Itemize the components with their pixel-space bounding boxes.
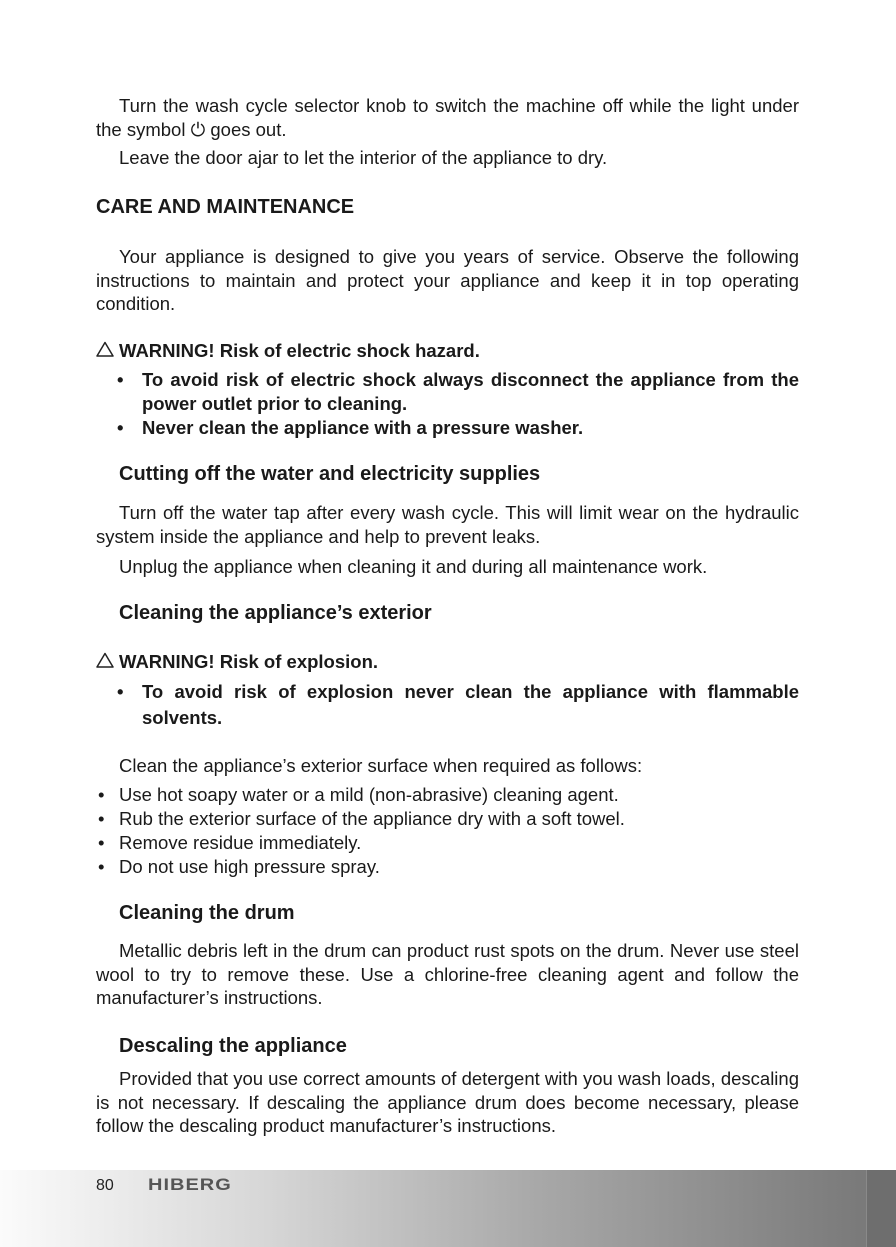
paragraph: Unplug the appliance when cleaning it and during all maintenance work.	[119, 556, 708, 577]
warning-icon	[96, 650, 114, 674]
subsection-title: Descaling the appliance	[119, 1035, 347, 1057]
page-number: 80	[96, 1177, 114, 1194]
warning-icon	[96, 339, 114, 363]
brand-logo: HIBERG	[148, 1175, 232, 1195]
list-item: • Rub the exterior surface of the appliance dry with a soft towel.	[96, 807, 799, 831]
power-icon: ⏻	[190, 118, 206, 140]
list-item: • Remove residue immediately.	[96, 831, 799, 855]
list-item: • Never clean the appliance with a pressure washer.	[96, 416, 799, 440]
paragraph: Clean the appliance’s exterior surface when required as follows:	[119, 755, 643, 776]
list-item: • Use hot soapy water or a mild (non-abrasive) cleaning agent.	[96, 783, 799, 807]
warning-text: WARNING! Risk of electric shock hazard.	[119, 340, 480, 361]
intro-p1	[96, 94, 799, 141]
footer-band	[866, 1170, 896, 1247]
subsection-title: Cleaning the drum	[119, 902, 295, 924]
text: goes out.	[205, 118, 287, 140]
subsection-title: Cleaning the appliance’s exterior	[119, 602, 432, 624]
paragraph: Metallic debris left in the drum can product rust spots on the drum. Never use steel wool to try to remove these. Use a chlorine-free cleaning agent and follow the manufacturer’s instructions.	[96, 940, 799, 1008]
care-paragraph: Your appliance is designed to give you years of service. Observe the following instructions to maintain and protect your appliance and keep it in top operating condition.	[96, 246, 799, 314]
paragraph: Turn off the water tap after every wash cycle. This will limit wear on the hydraulic system inside the appliance and help to prevent leaks.	[96, 502, 799, 547]
subsection-title: Cutting off the water and electricity supplies	[119, 463, 541, 485]
list-item: • To avoid risk of explosion never clean the appliance with flammable solvents.	[96, 679, 799, 731]
warning-explosion	[96, 650, 799, 674]
warning-text: WARNING! Risk of explosion.	[119, 651, 379, 672]
text: Turn the wash cycle selector knob to switch the machine off while the light under the symbol	[96, 95, 799, 140]
list-item: • To avoid risk of electric shock always disconnect the appliance from the power outlet prior to cleaning.	[96, 368, 799, 416]
list-item: • Do not use high pressure spray.	[96, 855, 799, 879]
warning-electric	[96, 339, 799, 363]
footer	[0, 1170, 896, 1247]
section-title: CARE AND MAINTENANCE	[96, 196, 355, 218]
paragraph: Provided that you use correct amounts of detergent with you wash loads, descaling is not necessary. If descaling the appliance drum does become necessary, please follow the descaling product manufacturer’s instructions.	[96, 1068, 799, 1136]
intro-p2: Leave the door ajar to let the interior of the appliance to dry.	[119, 147, 608, 168]
